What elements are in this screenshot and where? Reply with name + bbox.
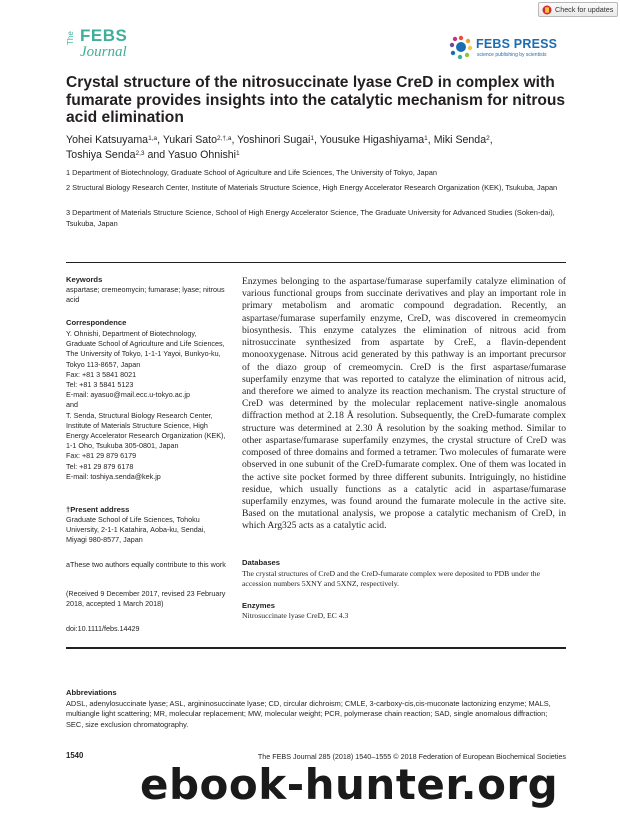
- author-affiliation-marker: 1: [424, 135, 428, 142]
- correspondence-email-1[interactable]: E-mail: ayasuo@mail.ecc.u-tokyo.ac.jp: [66, 390, 190, 400]
- page-number: 1540: [66, 751, 84, 760]
- received-dates: (Received 9 December 2017, revised 23 February 2018, accepted 1 March 2018): [66, 589, 226, 609]
- author-name: Yasuo Ohnishi: [167, 148, 237, 161]
- enzymes-heading: Enzymes: [242, 601, 275, 610]
- update-icon: [542, 5, 552, 15]
- author-affiliation-marker: 2,3: [135, 149, 145, 157]
- author-list: Yohei Katsuyama$^{1,a}$, Yukari Sato$^{2,\dagger,a}$, Yoshinori Sugai$^1$, Yousuke Higashiyama$^1$, Miki Senda$^2$, Toshiya Senda$^{2,3}$ and Yasuo Ohnishi$^1$: [66, 134, 493, 161]
- correspondence-address-1: Y. Ohnishi, Department of Biotechnology, Graduate School of Agriculture and Life Sciences, The University of Tokyo, 1-1-1 Yayoi, Bunkyo-ku, Tokyo 113-8657, Japan: [66, 329, 225, 369]
- databases-heading: Databases: [242, 558, 280, 567]
- present-address-heading: †Present address: [66, 505, 130, 514]
- correspondence-tel-2: Tel: +81 29 879 6178: [66, 461, 134, 471]
- article-title: Crystal structure of the nitrosuccinate lyase CreD in complex with fumarate provides insights into the catalytic mechanism for nitrous acid elimination: [66, 74, 566, 126]
- watermark: ebook-hunter.org: [140, 760, 559, 809]
- abbreviations-heading: Abbreviations: [66, 688, 117, 697]
- correspondence-fax-2: Fax: +81 29 879 6179: [66, 451, 137, 461]
- author-name: Toshiya Senda: [66, 148, 136, 161]
- journal-logo-journal: Journal: [80, 44, 127, 60]
- febs-press-tagline: science publishing by scientists: [477, 52, 547, 58]
- correspondence-and: and: [66, 400, 78, 410]
- header-divider: [66, 262, 566, 263]
- correspondence-heading: Correspondence: [66, 318, 127, 327]
- author-affiliation-marker: 1,a: [148, 135, 158, 142]
- correspondence-fax-1: Fax: +81 3 5841 8021: [66, 369, 137, 379]
- check-for-updates-badge[interactable]: [538, 2, 618, 17]
- footer-citation: The FEBS Journal 285 (2018) 1540–1555 © 2018 Federation of European Biochemical Societies: [257, 752, 566, 761]
- correspondence-block: [66, 329, 226, 482]
- author-affiliation-marker: 1: [236, 149, 240, 157]
- abstract: Enzymes belonging to the aspartase/fumarase superfamily catalyze elimination of various functional groups from succinate derivatives and play an important role in primary metabolism and aromatic compound degradation. Recently, an aspartase/fumarase superfamily enzyme, CreD, was discovered in cremeomycin biosynthesis. This enzyme catalyzes the elimination of nitrous acid from nitrosuccinate synthesized from aspartate by CreE, a flavin-dependent monooxygenase. Nitrous acid generated by this pathway is an important precursor of the diazo group of cremeomycin. CreD is the first aspartase/fumarase superfamily enzyme that was reported to catalyze the elimination of nitrous acid, and therefore we aimed to analyze its reaction mechanism. The crystal structure of CreD was determined by the molecular replacement native-single anomalous diffraction method at 2.18 Å resolution. Subsequently, the CreD-fumarate complex structure was determined at 2.30 Å resolution by the soaking method. Similar to other aspartase/fumarase superfamily enzymes, the crystal structure of CreD was composed of three domains and formed a tetramer. Two molecules of fumarate were observed in one subunit of the CreD-fumarate complex. One of them was located in the active site pocket formed by three different subunits. Intriguingly, no histidine residue, which usually functions as a catalytic acid in aspartase/fumarase superfamily enzymes, was found around the fumarate molecule in the active site. Based on the mutational analysis, we propose a catalytic mechanism of CreD, in which Arg325 acts as a catalytic acid.: [242, 276, 566, 532]
- affiliation-3: 3 Department of Materials Structure Science, School of High Energy Accelerator Science, The Graduate University for Advanced Studies (Soken-dai), Tsukuba, Japan: [66, 208, 555, 228]
- author-name: Yoshinori Sugai: [237, 134, 311, 146]
- affiliation-2: 2 Structural Biology Research Center, Institute of Materials Structure Science, High Energy Accelerator Research Organization (KEK), Tsukuba, Japan: [66, 183, 558, 192]
- equal-contribution-note: aThese two authors equally contribute to this work: [66, 560, 226, 569]
- affiliation-1: 1 Department of Biotechnology, Graduate School of Agriculture and Life Sciences, The University of Tokyo, Japan: [66, 168, 437, 177]
- author-name: Yohei Katsuyama: [66, 134, 149, 146]
- abbreviations-text: ADSL, adenylosuccinate lyase; ASL, argininosuccinate lyase; CD, circular dichroism; CMLE, 3-carboxy-cis,cis-muconate lactonizing enzyme; MALS, multiangle light scattering; MR, molecular replacement; MW, molecular weight; PCR, polymerase chain reaction; SAD, single anomalous diffraction; SEC, size exclusion chromatography.: [66, 699, 551, 729]
- author-affiliation-marker: 2: [486, 135, 490, 142]
- check-for-updates-label: Check for updates: [555, 5, 614, 14]
- databases-text: The crystal structures of CreD and the CreD-fumarate complex were deposited to PDB under the accession numbers 5XNY and 5XNZ, respectively.: [242, 569, 541, 589]
- keywords-heading: Keywords: [66, 275, 103, 284]
- febs-press-name: FEBS PRESS: [476, 37, 558, 51]
- author-affiliation-marker: 1: [310, 135, 315, 142]
- enzymes-text: Nitrosuccinate lyase CreD, EC 4.3: [242, 611, 349, 620]
- keywords-text: aspartase; cremeomycin; fumarase; lyase; nitrous acid: [66, 285, 225, 305]
- abstract-divider: [66, 647, 566, 649]
- author-affiliation-marker: 2,†,a: [217, 135, 232, 142]
- present-address-text: Graduate School of Life Sciences, Tohoku University, 2-1-1 Katahira, Aoba-ku, Sendai, Miyagi 980-8577, Japan: [66, 515, 206, 545]
- doi[interactable]: doi:10.1111/febs.14429: [66, 624, 140, 633]
- author-name: Miki Senda: [433, 134, 487, 146]
- febs-press-logo-icon: [448, 34, 474, 60]
- author-name: Yukari Sato: [162, 134, 217, 146]
- correspondence-tel-1: Tel: +81 3 5841 5123: [66, 380, 134, 390]
- journal-logo-the: The: [66, 31, 75, 45]
- correspondence-address-2: T. Senda, Structural Biology Research Center, Institute of Materials Structure Science, High Energy Accelerator Research Organization (KEK), 1-1 Oho, Tsukuba 305-0801, Japan: [66, 410, 226, 451]
- journal-logo-febs: FEBS: [80, 26, 128, 45]
- author-name: Yousuke Higashiyama: [319, 134, 425, 146]
- correspondence-email-2[interactable]: E-mail: toshiya.senda@kek.jp: [66, 471, 161, 481]
